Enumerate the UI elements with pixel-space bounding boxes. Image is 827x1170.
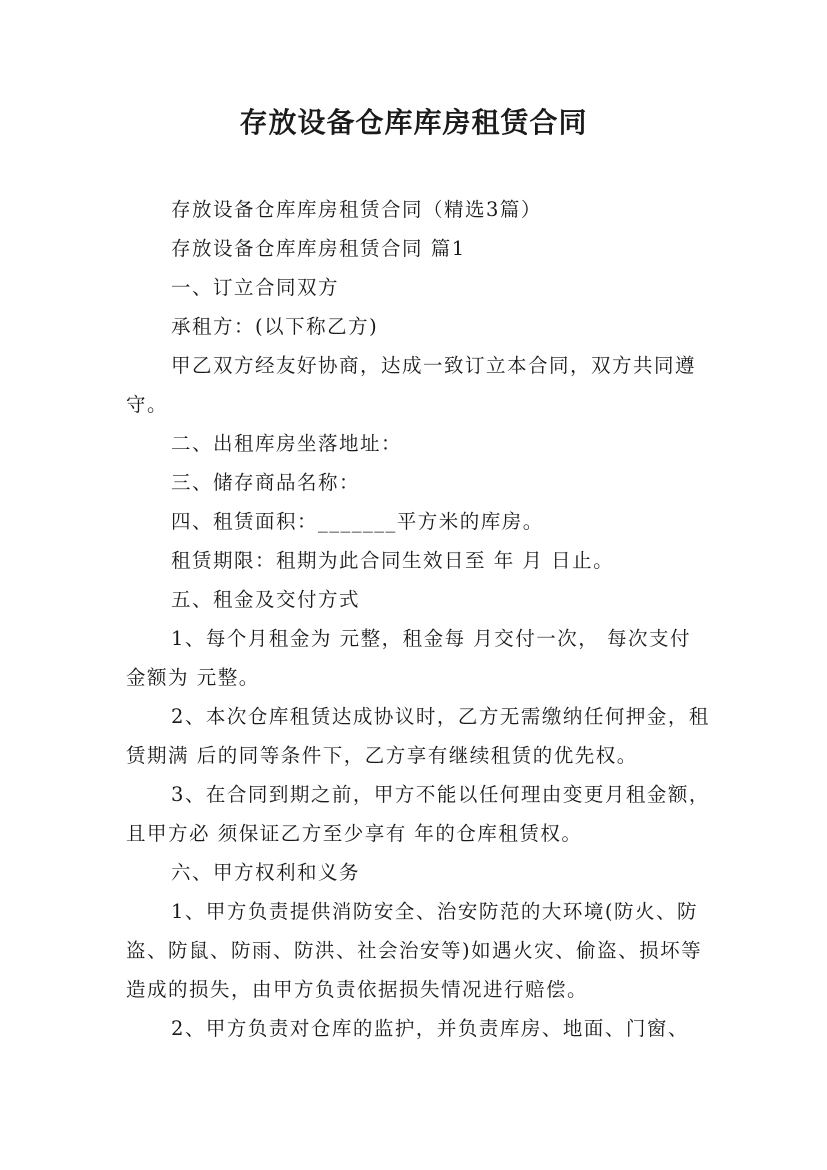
paragraph-agreement: 甲乙双方经友好协商，达成一致订立本合同，双方共同遵守。 [126, 354, 697, 416]
paragraph-lease-term: 租赁期限：租期为此合同生效日至 年 月 日止。 [171, 549, 615, 572]
paragraph-section-1-heading: 一、订立合同双方 [171, 276, 340, 299]
document-title: 存放设备仓库库房租赁合同 [239, 106, 588, 139]
paragraph-section-4-area: 四、租赁面积：_______平方米的库房。 [171, 510, 544, 533]
paragraph-section-3-goods: 三、储存商品名称： [171, 471, 361, 494]
paragraph-section-6-heading: 六、甲方权利和义务 [171, 861, 361, 884]
paragraph-rent-item-2: 2、本次仓库租赁达成协议时，乙方无需缴纳任何押金，租赁期满 后的同等条件下，乙方享有继续租赁的优先权。 [126, 705, 710, 767]
paragraph-party-a-item-1: 1、甲方负责提供消防安全、治安防范的大环境(防火、防盗、防鼠、防雨、防洪、社会治安等)如遇火灾、偷盗、损坏等造成的损失，由甲方负责依据损失情况进行赔偿。 [126, 900, 703, 1001]
document-body [126, 190, 711, 1048]
paragraph-section-2-address: 二、出租库房坐落地址： [171, 432, 403, 455]
paragraph-section-5-heading: 五、租金及交付方式 [171, 588, 361, 611]
paragraph-rent-item-1: 1、每个月租金为 元整，租金每 月交付一次， 每次支付金额为 元整。 [126, 627, 692, 689]
paragraph-collection-title: 存放设备仓库库房租赁合同（精选3篇） [171, 198, 542, 221]
paragraph-part-heading: 存放设备仓库库房租赁合同 篇1 [171, 237, 466, 260]
paragraph-rent-item-3: 3、在合同到期之前，甲方不能以任何理由变更月租金额，且甲方必 须保证乙方至少享有 年的仓库租赁权。 [126, 783, 710, 845]
paragraph-party-a-item-2: 2、甲方负责对仓库的监护，并负责库房、地面、门窗、 [171, 1017, 689, 1040]
paragraph-lessee: 承租方：(以下称乙方) [171, 315, 379, 338]
